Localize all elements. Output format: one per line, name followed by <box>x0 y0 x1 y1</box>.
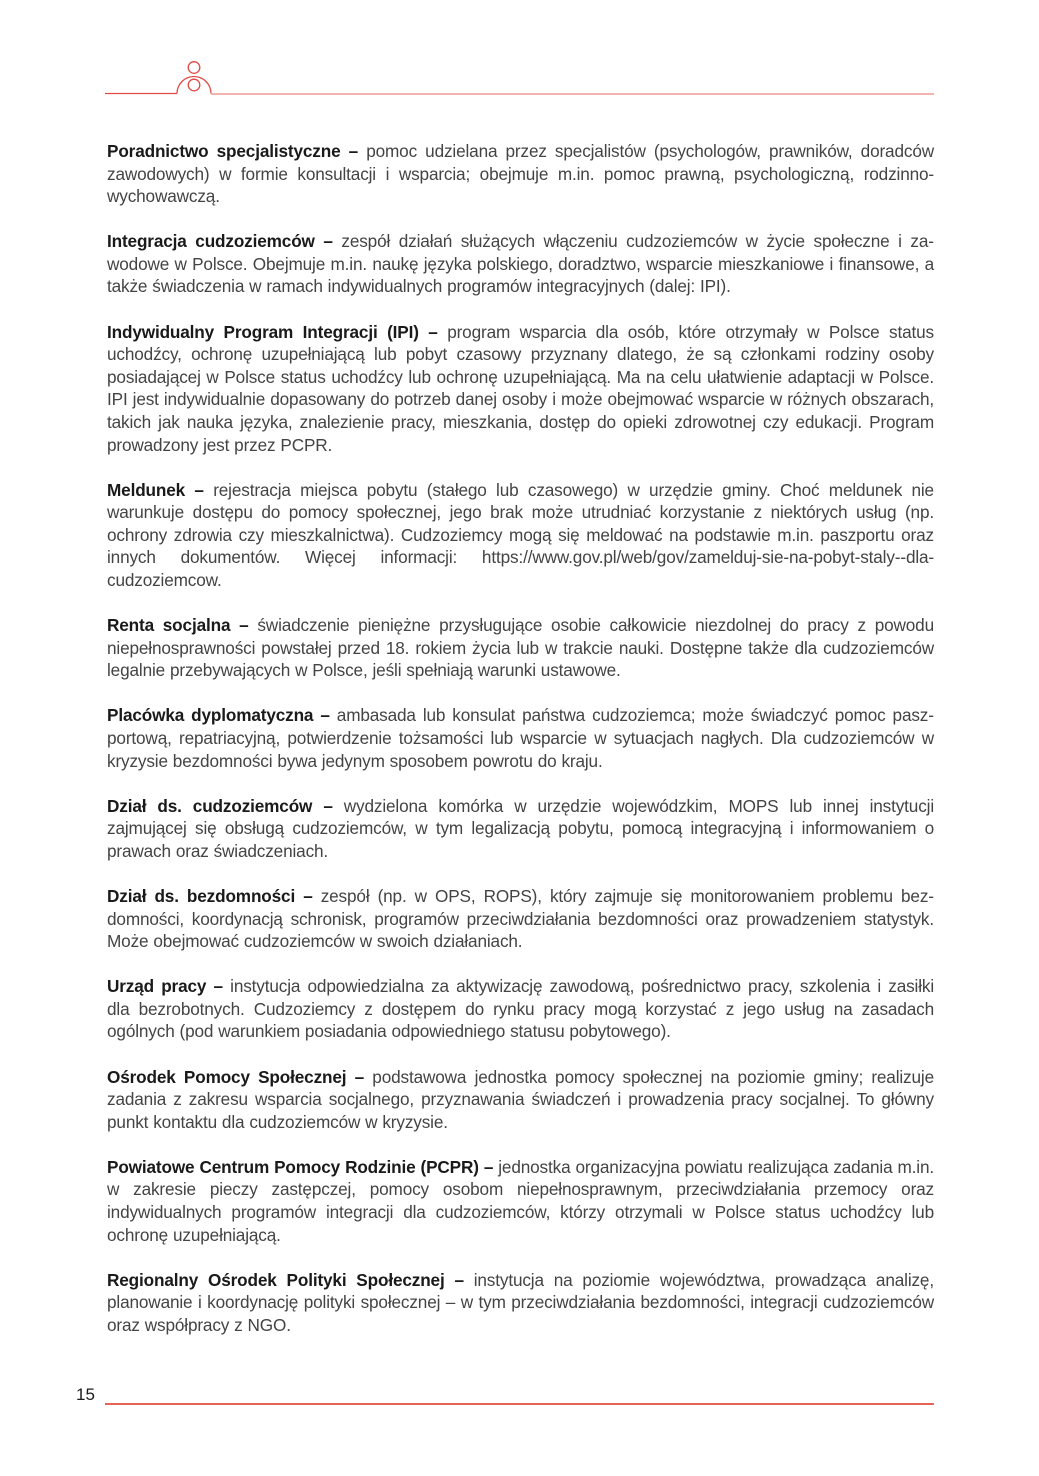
glossary-entry-urzad-pracy <box>107 975 934 1043</box>
term-separator: – <box>239 615 249 636</box>
term-separator: – <box>483 1156 494 1177</box>
glossary-term: Ośrodek Pomocy Społecznej <box>107 1066 347 1087</box>
glossary-definition: podstawowa jednostka pomocy społecznej na poziomie gminy; realizuje zadania z zakresu wsparcia socjalnego, przyznawania świadczeń i prowadzenia pracy socjalnej. To główny punkt kontaktu dla cudzoziemców w kryzysie. <box>107 1066 934 1132</box>
term-separator: – <box>323 231 333 252</box>
glossary-definition: jednostka organizacyjna powiatu realizująca zadania m.in. w zakresie pieczy zastępczej, pomocy osobom niepełnosprawnym, przeciwdziałania przemocy oraz indywidualnych programów integracji dla cudzoziemców, którzy otrzymali w Polsce status uchodźcy lub ochronę uzupełniającą. <box>107 1156 934 1245</box>
glossary-term: Meldunek <box>107 479 186 500</box>
glossary-entry-placowka <box>107 704 934 772</box>
glossary-entry-poradnictwo <box>107 140 934 208</box>
person-figure-icon <box>177 62 211 94</box>
glossary-entry-dzial-bezdomnosci <box>107 885 934 953</box>
glossary-term: Dział ds. cudzoziemców <box>107 795 313 816</box>
glossary-term: Dział ds. bezdomności <box>107 885 296 906</box>
glossary-term: Regionalny Ośrodek Polityki Społecznej <box>107 1269 445 1290</box>
glossary-entry-ops <box>107 1066 934 1134</box>
glossary-entry-ipi <box>107 321 934 457</box>
term-separator: – <box>454 1269 464 1290</box>
glossary-definition: ambasada lub konsulat państwa cudzoziemca; może świadczyć pomoc paszportową, repatriacyjną, potwierdzenie tożsamości lub wsparcie w sytuacjach nagłych. Dla cudzoziemców w kryzysie bezdomności bywa jedynym sposobem powrotu do kraju. <box>107 705 934 771</box>
term-separator: – <box>348 141 359 161</box>
glossary-definition: świadczenie pieniężne przysługujące osobie całkowicie niezdolnej do pracy z powodu niepełnosprawności powstałej przed 18. rokiem życia lub w trakcie nauki. Dostępne także dla cudzoziemców legalnie przebywających w Polsce, jeśli spełniają warunki ustawowe. <box>107 615 934 681</box>
glossary-definition: wydzielona komórka w urzędzie wojewódzkim, MOPS lub innej instytucji zajmującej się obsługą cudzoziemców, w tym legalizacją pobytu, pomocą integracyjną i informowaniem o prawach oraz świadczeniach. <box>107 795 934 861</box>
glossary-entry-pcpr <box>107 1156 934 1246</box>
page-number: 15 <box>76 1385 95 1404</box>
glossary-definition: rejestracja miejsca pobytu (stałego lub czasowego) w urzędzie gminy. Choć meldunek nie warunkuje dostępu do pomocy społecznej, jego brak może utrudniać korzystanie z niektórych usług (np. ochrony zdrowia czy mieszkalnictwa). Cudzoziemcy mogą się meldować na podstawie m.in. paszportu oraz innych dokumentów. Więcej informacji: https://www.gov.pl/web/gov/zamelduj-sie-na-pobyt-staly--dla-cudzoziemcow. <box>107 479 934 590</box>
term-separator: – <box>320 705 330 726</box>
glossary-definition: program wsparcia dla osób, które otrzymały w Polsce status uchodźcy, ochronę uzupełniającą lub pobyt czasowy przyznany dlatego, że są członkami rodziny osoby posiadającej w Polsce status uchodźcy lub ochronę uzupełniającą. Ma na celu ułatwienie adaptacji w Polsce. IPI jest indywidualnie dopasowany do potrzeb danej osoby i może obejmować wsparcie w różnych obszarach, takich jak nauka języka, znalezienie pracy, mieszkania, dostęp do opieki zdrowotnej czy edukacji. Program prowadzony jest przez PCPR. <box>107 321 934 455</box>
glossary-entry-dzial-cudzoziemcow <box>107 795 934 863</box>
footer-rule <box>105 1403 934 1405</box>
glossary-entry-rops <box>107 1269 934 1337</box>
glossary-entry-meldunek <box>107 479 934 592</box>
term-separator: – <box>323 795 333 816</box>
glossary-definition: pomoc udzielana przez specjalistów (psychologów, prawników, doradców zawodowych) w formie konsultacji i wsparcia; obejmuje m.in. pomoc prawną, psychologiczną, rodzinno-wychowawczą. <box>107 141 934 207</box>
term-separator: – <box>303 885 313 906</box>
glossary-term: Integracja cudzoziemców <box>107 231 315 252</box>
term-separator: – <box>354 1066 365 1087</box>
term-separator: – <box>428 321 438 342</box>
glossary-entry-renta <box>107 614 934 682</box>
glossary-definition: zespół działań służących włączeniu cudzoziemców w życie społeczne i zawodowe w Polsce. Obejmuje m.in. naukę języka polskiego, doradztwo, wsparcie mieszkaniowe i finansowe, a także świadczenia w ramach indywidualnych programów integracyjnych (dalej: IPI). <box>107 231 934 297</box>
header-decoration <box>105 56 935 98</box>
glossary-term: Powiatowe Centrum Pomocy Rodzinie (PCPR) <box>107 1156 479 1177</box>
glossary-entry-integracja <box>107 230 934 298</box>
page-footer <box>0 1380 1039 1410</box>
glossary-term: Indywidualny Program Integracji (IPI) <box>107 321 419 342</box>
term-separator: – <box>213 976 223 997</box>
term-separator: – <box>194 479 204 500</box>
glossary-term: Renta socjalna <box>107 615 231 636</box>
glossary-list <box>107 140 934 1359</box>
glossary-term: Poradnictwo specjalistyczne <box>107 141 341 161</box>
glossary-definition: zespół (np. w OPS, ROPS), który zajmuje się monitorowaniem problemu bezdomności, koordynacją schronisk, programów przeciwdziałania bezdomności oraz prowadzeniem statystyk. Może obejmować cudzoziemców w swoich działaniach. <box>107 885 934 952</box>
glossary-term: Placówka dyplomatyczna <box>107 705 314 726</box>
glossary-definition: instytucja odpowiedzialna za aktywizację zawodową, pośrednictwo pracy, szkolenia i zasiłki dla bezrobotnych. Cudzoziemcy z dostępem do rynku pracy mogą korzystać z jego usług na zasadach ogólnych (pod warunkiem posiadania odpowiedniego statusu pobytowego). <box>107 976 934 1042</box>
glossary-definition: instytucja na poziomie województwa, prowadząca analizę, planowanie i koordynację polityki społecznej – w tym przeciwdziałania bezdomności, integracji cudzoziemców oraz współpracy z NGO. <box>107 1269 934 1335</box>
glossary-term: Urząd pracy <box>107 976 207 997</box>
